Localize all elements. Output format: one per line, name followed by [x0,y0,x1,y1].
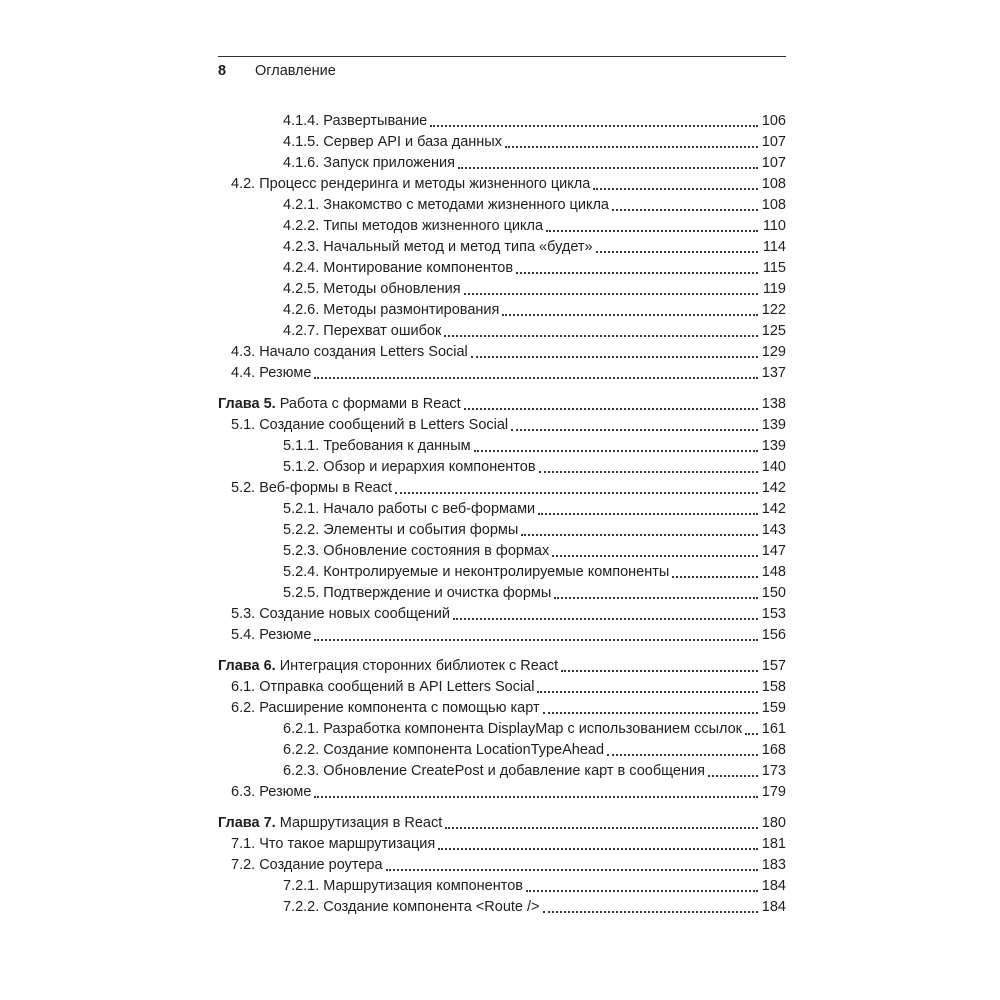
header-rule [218,56,786,57]
toc-leader-dots [540,897,762,918]
toc-entry-page-number: 153 [761,606,786,622]
toc-entry-title: 5.2. Веб-формы в React [231,480,393,496]
toc-leader-dots [502,132,762,153]
toc-entry-page-number: 137 [761,365,786,381]
running-head [218,62,786,81]
toc-chapter-entry [218,656,786,677]
toc-entry-page-number: 150 [761,585,786,601]
toc-entry-page-number: 125 [761,323,786,339]
toc-leader-dots [383,855,762,876]
toc-entry-title: 4.2.6. Методы размонтирования [283,302,500,318]
toc-entry [218,520,786,541]
toc-leader-dots [461,394,762,415]
toc-entry-page-number: 143 [761,522,786,538]
toc-entry-page-number: 157 [761,658,786,674]
toc-entry-page-number: 119 [762,281,786,297]
toc-entry-title: 4.1.6. Запуск приложения [283,155,455,171]
toc-leader-dots [518,520,761,541]
toc-entry-page-number: 115 [762,260,786,276]
toc-leader-dots [311,782,761,803]
toc-entry [218,761,786,782]
toc-entry-title: 4.4. Резюме [231,365,312,381]
toc-entry-page-number: 129 [761,344,786,360]
toc-entry-page-number: 168 [761,742,786,758]
toc-entry-title: 6.2.2. Создание компонента LocationTypeAhead [283,742,605,758]
toc-entry-title: 4.1.4. Развертывание [283,113,428,129]
toc-entry-page-number: 184 [761,878,786,894]
toc-entry-title: 5.2.3. Обновление состояния в формах [283,543,550,559]
toc-entry [218,342,786,363]
toc-leader-dots [442,813,762,834]
toc-entry-title: 4.2.1. Знакомство с методами жизненного цикла [283,197,609,213]
toc-entry [218,321,786,342]
toc-entry [218,478,786,499]
toc-leader-dots [540,698,762,719]
toc-entry [218,625,786,646]
toc-entry [218,153,786,174]
toc-entry [218,174,786,195]
toc-entry-page-number: 147 [761,543,786,559]
toc-entry-title: 6.3. Резюме [231,784,312,800]
toc-entry-title: 5.2.5. Подтверждение и очистка формы [283,585,552,601]
toc-entry [218,876,786,897]
toc-leader-dots [705,761,762,782]
toc-entry-page-number: 107 [761,134,786,150]
toc-leader-dots [311,363,761,384]
header-title: Оглавление [255,63,336,79]
toc-entry-page-number: 148 [761,564,786,580]
toc-entry-page-number: 161 [761,721,786,737]
toc-leader-dots [609,195,762,216]
toc-entry [218,834,786,855]
toc-leader-dots [536,457,762,478]
toc-leader-dots [508,415,762,436]
toc-leader-dots [461,279,762,300]
toc-entry-page-number: 142 [761,501,786,517]
toc-entry-title: 7.2. Создание роутера [231,857,383,873]
toc-leader-dots [471,436,762,457]
toc-entry-page-number: 107 [761,155,786,171]
toc-entry-title: 7.2.2. Создание компонента <Route /> [283,899,540,915]
toc-entry-title: 6.1. Отправка сообщений в API Letters Social [231,679,535,695]
toc-leader-dots [311,625,761,646]
toc-entry-page-number: 158 [761,679,786,695]
toc-entry [218,719,786,740]
toc-leader-dots [549,541,762,562]
toc-entry [218,300,786,321]
toc-leader-dots [593,237,762,258]
toc-entry [218,237,786,258]
toc-entry [218,604,786,625]
toc-entry-page-number: 140 [761,459,786,475]
toc-entry [218,132,786,153]
page-content [218,0,786,918]
toc-entry [218,436,786,457]
toc-entry [218,499,786,520]
toc-chapter-label: Глава 7. [218,815,280,831]
toc-entry-page-number: 184 [761,899,786,915]
toc-entry [218,195,786,216]
toc-entry [218,363,786,384]
toc-leader-dots [455,153,762,174]
toc-entry-title: 5.1. Создание сообщений в Letters Social [231,417,509,433]
toc-chapter-label: Глава 5. [218,396,280,412]
toc-entry-title: 5.4. Резюме [231,627,312,643]
toc-entry [218,698,786,719]
toc-leader-dots [534,677,761,698]
toc-entry-title: 7.1. Что такое маршрутизация [231,836,436,852]
toc-entry-title: 5.2.2. Элементы и события формы [283,522,519,538]
toc-entry [218,740,786,761]
toc-entry-title: 4.2.2. Типы методов жизненного цикла [283,218,544,234]
toc-entry-title: 4.2.5. Методы обновления [283,281,461,297]
toc-entry-page-number: 138 [761,396,786,412]
toc-leader-dots [535,499,762,520]
toc-entry-title: 5.1.1. Требования к данным [283,438,471,454]
toc-leader-dots [590,174,761,195]
toc-entry [218,782,786,803]
toc-entry-page-number: 159 [761,700,786,716]
toc-entry-title: 5.1.2. Обзор и иерархия компонентов [283,459,536,475]
toc-entry-title: 4.3. Начало создания Letters Social [231,344,468,360]
toc-chapter-label: Глава 6. [218,658,280,674]
toc-entry [218,897,786,918]
toc-entry [218,541,786,562]
toc-entry-page-number: 156 [761,627,786,643]
toc-entry-title: 7.2.1. Маршрутизация компонентов [283,878,523,894]
toc-entry-page-number: 139 [761,438,786,454]
toc-entry-title: 4.1.5. Сервер API и база данных [283,134,502,150]
toc-chapter-entry [218,394,786,415]
toc-leader-dots [513,258,762,279]
toc-leader-dots [427,111,762,132]
toc-entry [218,415,786,436]
table-of-contents [218,111,786,918]
toc-entry-title: 5.2.1. Начало работы с веб-формами [283,501,536,517]
toc-entry-page-number: 122 [761,302,786,318]
toc-leader-dots [551,583,762,604]
toc-entry-title: 6.2. Расширение компонента с помощью карт [231,700,540,716]
toc-entry-page-number: 108 [761,197,786,213]
toc-entry-title: 6.2.1. Разработка компонента DisplayMap с использованием ссылок [283,721,743,737]
toc-chapter-entry [218,813,786,834]
toc-entry-page-number: 181 [761,836,786,852]
toc-leader-dots [558,656,762,677]
toc-leader-dots [669,562,762,583]
toc-leader-dots [604,740,762,761]
toc-entry-title: Глава 6. Интеграция сторонних библиотек с React [218,658,559,674]
toc-leader-dots [523,876,762,897]
toc-entry-title: 4.2. Процесс рендеринга и методы жизненного цикла [231,176,591,192]
toc-entry-page-number: 110 [762,218,786,234]
toc-entry [218,583,786,604]
toc-entry-page-number: 114 [762,239,786,255]
toc-entry [218,855,786,876]
toc-entry-page-number: 179 [761,784,786,800]
toc-entry-title: 4.2.7. Перехват ошибок [283,323,442,339]
toc-entry-title: 6.2.3. Обновление CreatePost и добавление карт в сообщения [283,763,705,779]
toc-entry [218,279,786,300]
toc-entry [218,216,786,237]
toc-entry [218,258,786,279]
toc-leader-dots [742,719,762,740]
toc-entry-page-number: 139 [761,417,786,433]
toc-entry-title: 4.2.3. Начальный метод и метод типа «будет» [283,239,593,255]
toc-leader-dots [499,300,761,321]
toc-entry-title: 5.2.4. Контролируемые и неконтролируемые компоненты [283,564,670,580]
page-header [218,56,786,81]
toc-leader-dots [450,604,762,625]
toc-entry [218,457,786,478]
toc-entry-title: Глава 5. Работа с формами в React [218,396,461,412]
toc-entry-title: Глава 7. Маршрутизация в React [218,815,443,831]
toc-entry-page-number: 106 [761,113,786,129]
toc-entry-title: 4.2.4. Монтирование компонентов [283,260,514,276]
toc-leader-dots [441,321,761,342]
toc-entry-page-number: 183 [761,857,786,873]
toc-leader-dots [468,342,762,363]
header-page-number: 8 [218,63,227,79]
toc-entry [218,111,786,132]
toc-entry [218,562,786,583]
toc-leader-dots [543,216,762,237]
toc-leader-dots [435,834,762,855]
toc-entry-title: 5.3. Создание новых сообщений [231,606,451,622]
toc-entry [218,677,786,698]
toc-entry-page-number: 173 [761,763,786,779]
toc-entry-page-number: 108 [761,176,786,192]
toc-leader-dots [392,478,762,499]
toc-entry-page-number: 180 [761,815,786,831]
toc-entry-page-number: 142 [761,480,786,496]
